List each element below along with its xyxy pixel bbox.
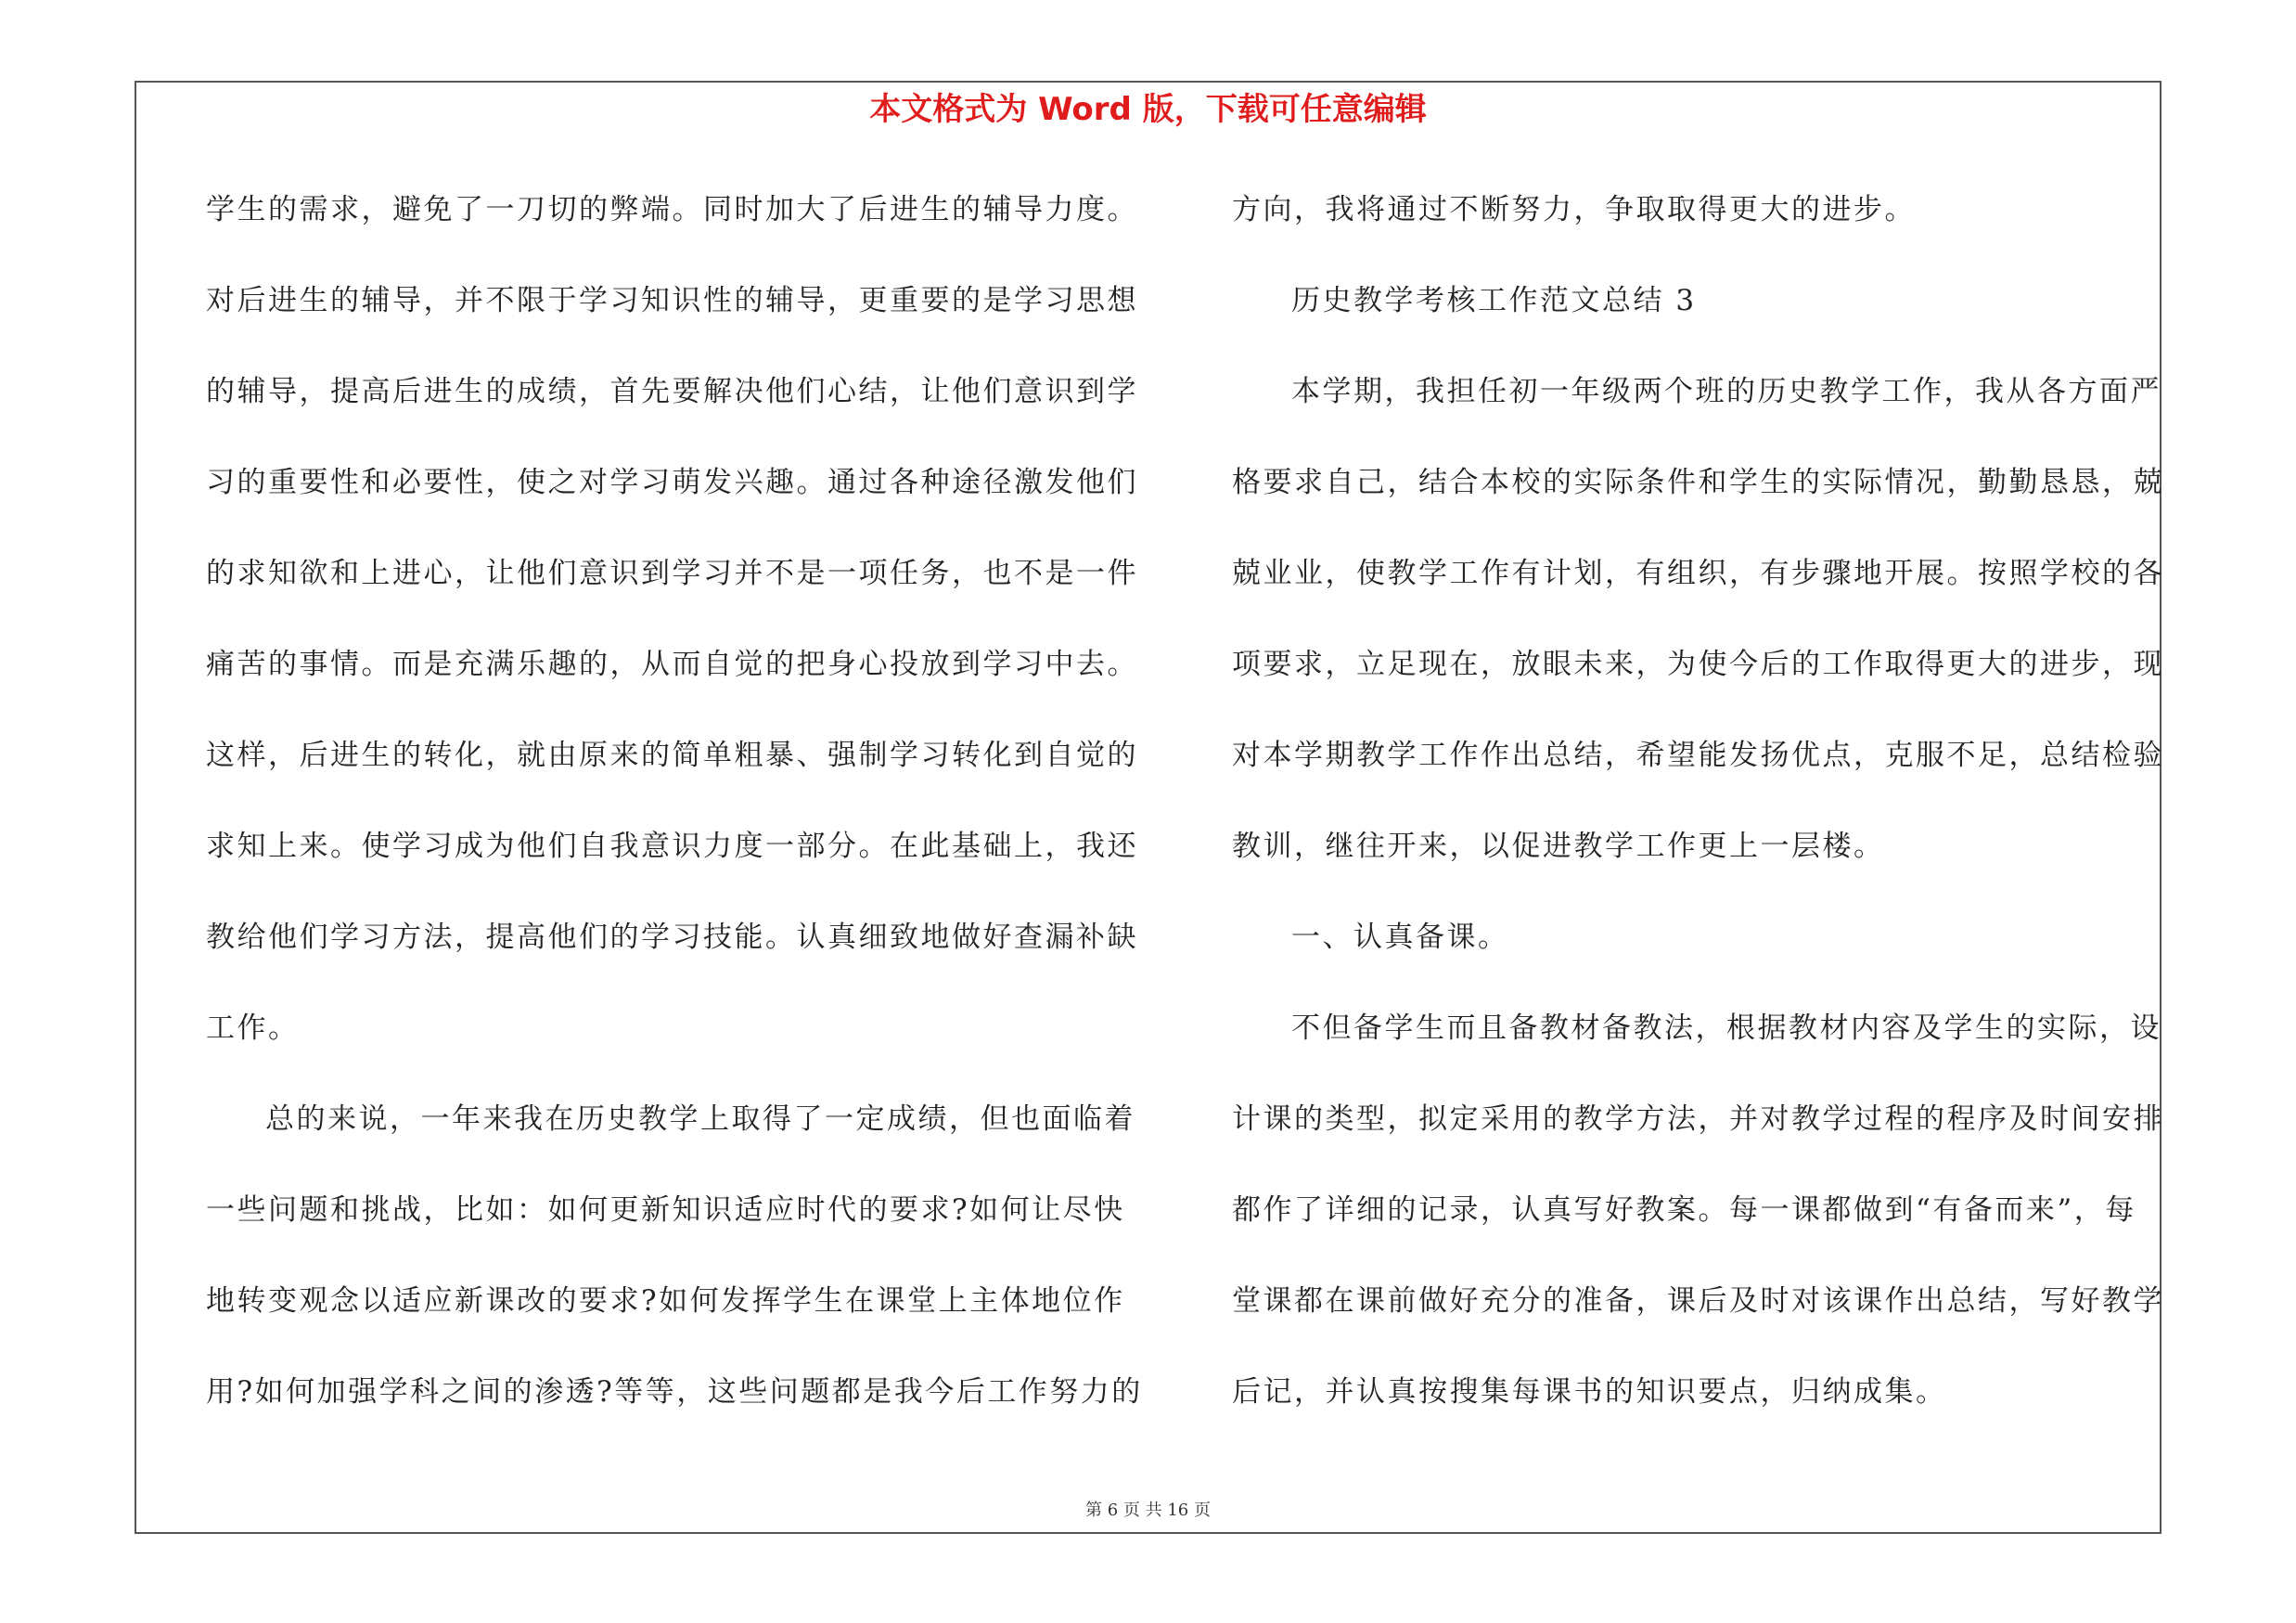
text-line: 格要求自己，结合本校的实际条件和学生的实际情况，勤勤恳恳，兢 bbox=[1232, 466, 2164, 499]
text-line: 求知上来。使学习成为他们自我意识力度一部分。在此基础上，我还 bbox=[206, 830, 1138, 863]
paragraph-first-line: 本学期，我担任初一年级两个班的历史教学工作，我从各方面严 bbox=[1291, 375, 2161, 408]
text-line: 的辅导，提高后进生的成绩，首先要解决他们心结，让他们意识到学 bbox=[206, 375, 1138, 408]
text-line: 后记，并认真按搜集每课书的知识要点，归纳成集。 bbox=[1232, 1375, 1947, 1409]
text-line: 兢业业，使教学工作有计划，有组织，有步骤地开展。按照学校的各 bbox=[1232, 557, 2164, 590]
paragraph-first-line: 总的来说，一年来我在历史教学上取得了一定成绩，但也面临着 bbox=[265, 1102, 1135, 1136]
text-line: 的求知欲和上进心，让他们意识到学习并不是一项任务，也不是一件 bbox=[206, 557, 1138, 590]
section-heading: 历史教学考核工作范文总结 3 bbox=[1291, 284, 1697, 317]
subsection-heading: 一、认真备课。 bbox=[1291, 921, 1509, 954]
text-line: 这样，后进生的转化，就由原来的简单粗暴、强制学习转化到自觉的 bbox=[206, 739, 1138, 772]
text-line: 项要求，立足现在，放眼未来，为使今后的工作取得更大的进步，现 bbox=[1232, 648, 2164, 681]
text-line: 习的重要性和必要性，使之对学习萌发兴趣。通过各种途径激发他们 bbox=[206, 466, 1138, 499]
text-line: 教训，继往开来，以促进教学工作更上一层楼。 bbox=[1232, 830, 1885, 863]
text-line: 用?如何加强学科之间的渗透?等等，这些问题都是我今后工作努力的 bbox=[206, 1375, 1143, 1409]
text-line: 方向，我将通过不断努力，争取取得更大的进步。 bbox=[1232, 193, 1916, 226]
format-notice-header: 本文格式为 Word 版，下载可任意编辑 bbox=[869, 91, 1427, 128]
paragraph-first-line: 不但备学生而且备教材备教法，根据教材内容及学生的实际，设 bbox=[1291, 1011, 2161, 1045]
text-line: 堂课都在课前做好充分的准备，课后及时对该课作出总结，写好教学 bbox=[1232, 1284, 2164, 1318]
text-line: 地转变观念以适应新课改的要求?如何发挥学生在课堂上主体地位作 bbox=[206, 1284, 1125, 1318]
text-line: 教给他们学习方法，提高他们的学习技能。认真细致地做好查漏补缺 bbox=[206, 921, 1138, 954]
text-line: 学生的需求，避免了一刀切的弊端。同时加大了后进生的辅导力度。 bbox=[206, 193, 1138, 226]
text-line: 一些问题和挑战，比如：如何更新知识适应时代的要求?如何让尽快 bbox=[206, 1193, 1125, 1227]
text-line: 工作。 bbox=[206, 1011, 300, 1045]
text-line: 对后进生的辅导，并不限于学习知识性的辅导，更重要的是学习思想 bbox=[206, 284, 1138, 317]
text-line: 计课的类型，拟定采用的教学方法，并对教学过程的程序及时间安排 bbox=[1232, 1102, 2164, 1136]
page-number-footer: 第 6 页 共 16 页 bbox=[1085, 1501, 1211, 1520]
text-line: 痛苦的事情。而是充满乐趣的，从而自觉的把身心投放到学习中去。 bbox=[206, 648, 1138, 681]
text-line: 都作了详细的记录，认真写好教案。每一课都做到“有备而来”，每 bbox=[1232, 1193, 2136, 1227]
text-line: 对本学期教学工作作出总结，希望能发扬优点，克服不足，总结检验 bbox=[1232, 739, 2164, 772]
